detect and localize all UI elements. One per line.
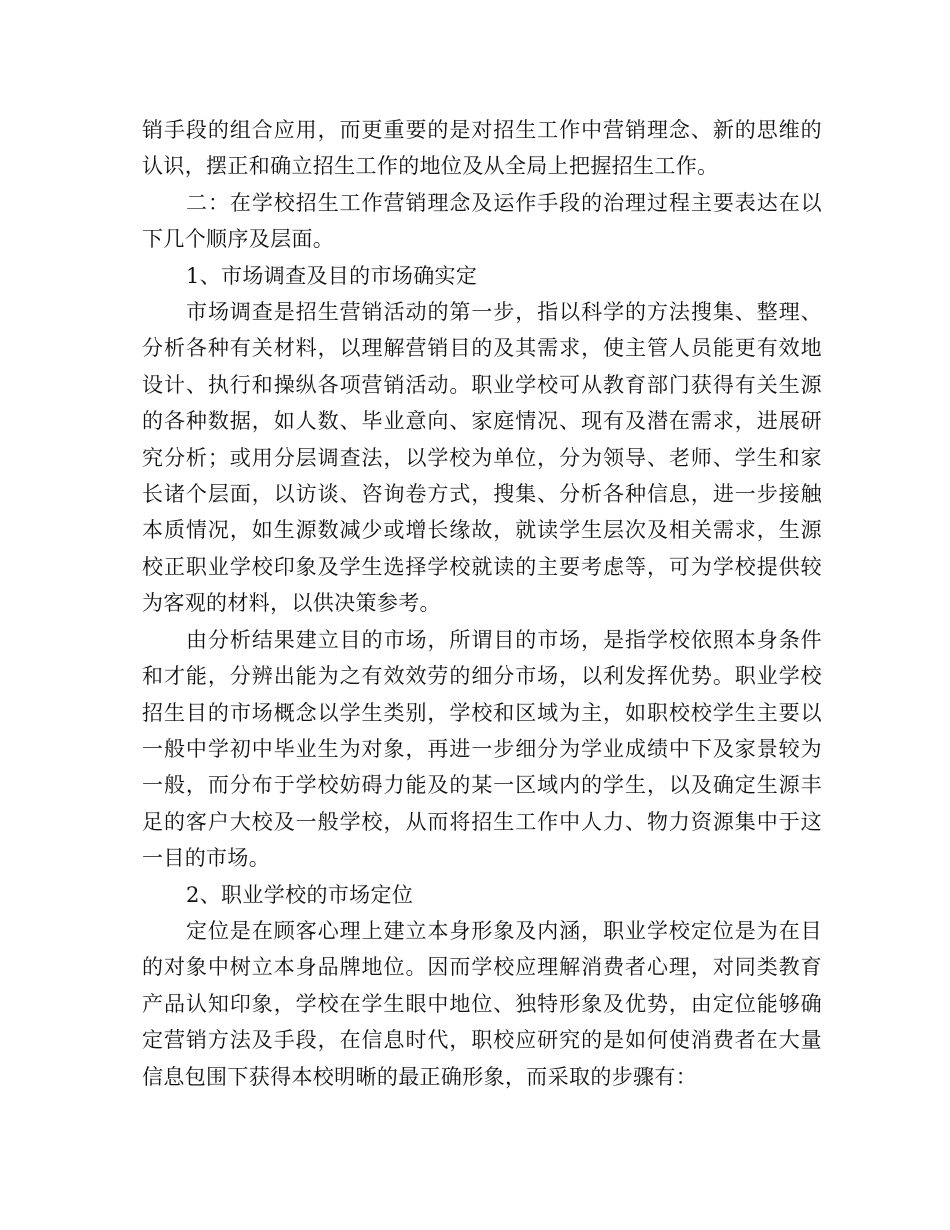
- heading-market-positioning: 2、职业学校的市场定位: [186, 882, 414, 907]
- paragraph-continuation: 销手段的组合应用，而更重要的是对招生工作中营销理念、新的思维的认识，摆正和确立招生工作的地位及从全局上把握招生工作。: [142, 118, 822, 179]
- paragraph-target-market: 由分析结果建立目的市场，所谓目的市场，是指学校依照本身条件和才能，分辨出能为之有效效劳的细分市场，以利发挥优势。职业学校招生目的市场概念以学生类别，学校和区域为主，如职校校学生主要以一般中学初中毕业生为对象，再进一步细分为学业成绩中下及家景较为一般，而分布于学校妨碍力能及的某一区域内的学生，以及确定生源丰足的客户大校及一般学校，从而将招生工作中人力、物力资源集中于这一目的市场。: [142, 627, 822, 871]
- paragraph-market-positioning: 定位是在顾客心理上建立本身形象及内涵，职业学校定位是为在目的对象中树立本身品牌地位。因而学校应理解消费者心理，对同类教育产品认知印象，学校在学生眼中地位、独特形象及优势，由定位能够确定营销方法及手段，在信息时代，职校应研究的是如何使消费者在大量信息包围下获得本校明晰的最正确形象，而采取的步骤有：: [142, 918, 822, 1089]
- paragraph-section-two-intro: 二：在学校招生工作营销理念及运作手段的治理过程主要表达在以下几个顺序及层面。: [142, 190, 822, 252]
- heading-market-research: 1、市场调查及目的市场确实定: [186, 263, 478, 288]
- paragraph-market-research: 市场调查是招生营销活动的第一步，指以科学的方法搜集、整理、分析各种有关材料，以理解营销目的及其需求，使主管人员能更有效地设计、执行和操纵各项营销活动。职业学校可从教育部门获得有关生源的各种数据，如人数、毕业意向、家庭情况、现有及潜在需求，进展研究分析；或用分层调查法，以学校为单位，分为领导、老师、学生和家长诸个层面，以访谈、咨询卷方式，搜集、分析各种信息，进一步接触本质情况，如生源数减少或增长缘故，就读学生层次及相关需求，生源校正职业学校印象及学生选择学校就读的主要考虑等，可为学校提供较为客观的材料，以供决策参考。: [142, 300, 822, 616]
- document-page: [142, 112, 822, 1095]
